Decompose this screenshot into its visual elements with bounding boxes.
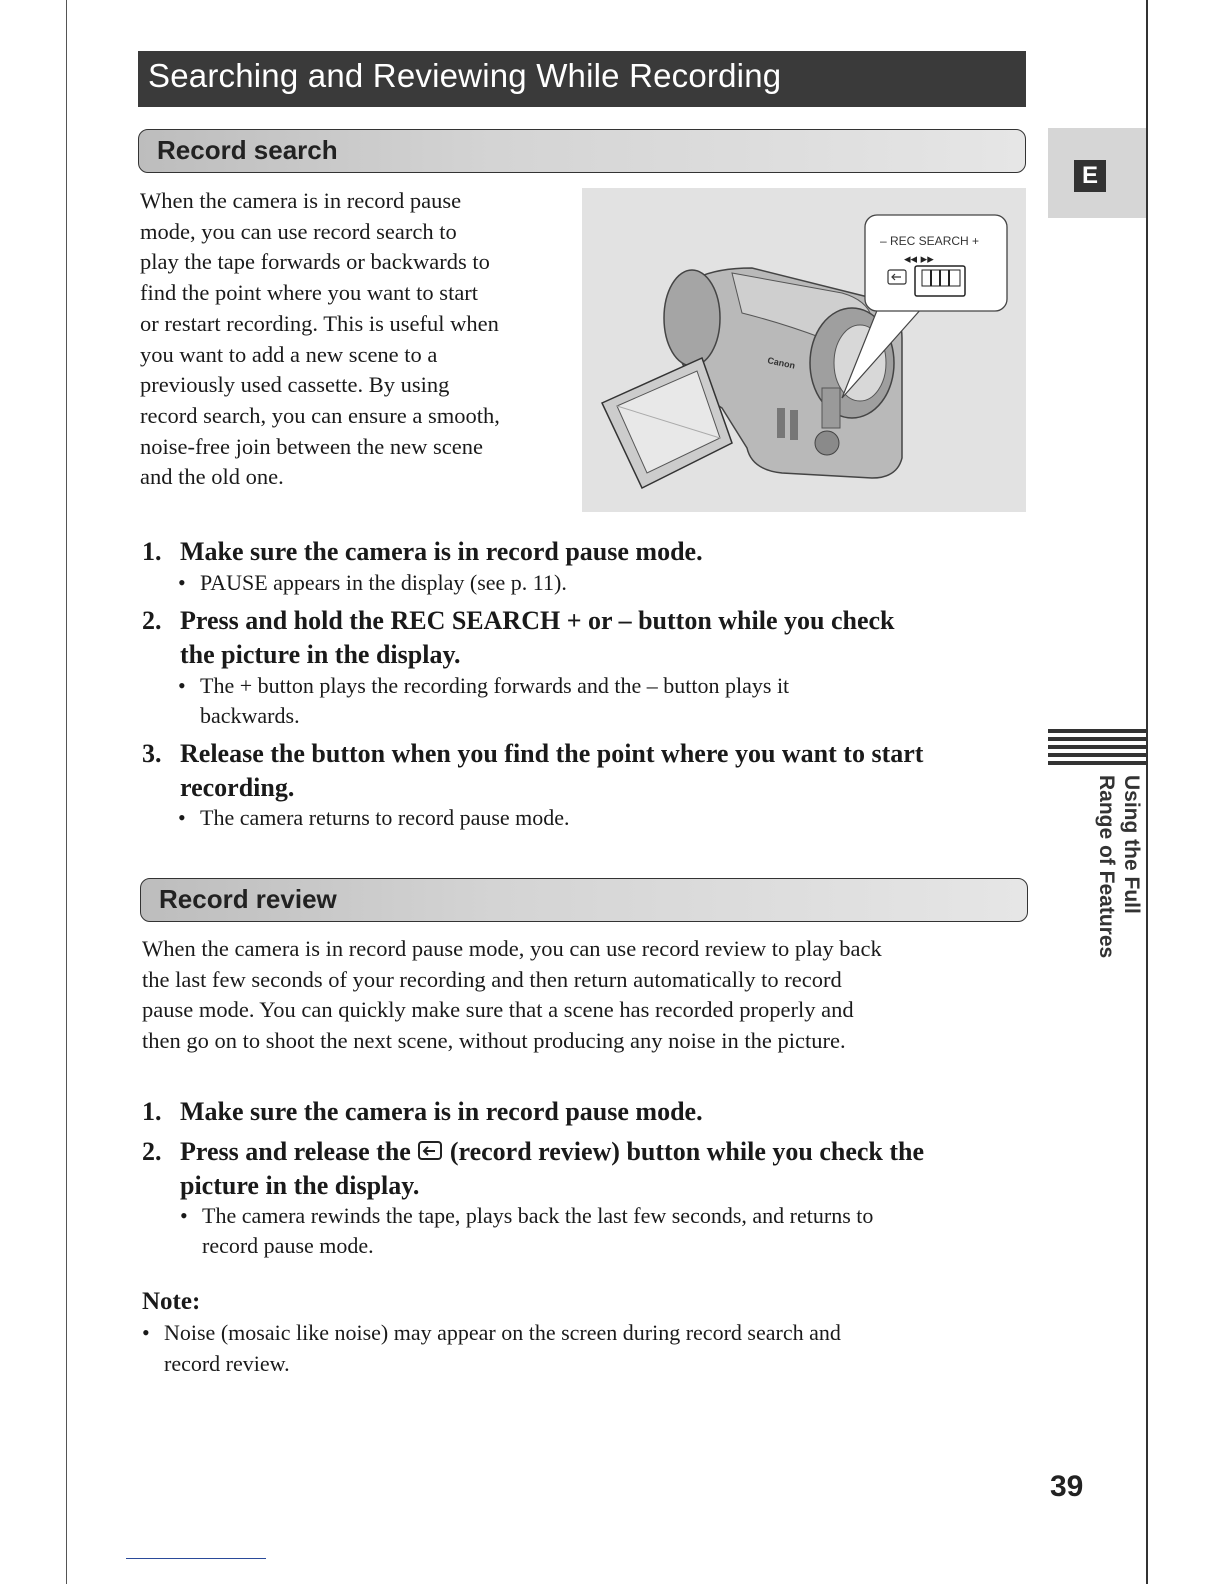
- search-step-3-bullet: [178, 803, 1008, 833]
- step-text: Press and hold the REC SEARCH + or – button while you check: [180, 606, 895, 635]
- intro-line: then go on to shoot the next scene, without producing any noise in the picture.: [142, 1028, 846, 1054]
- page-title-bar: [138, 51, 1026, 107]
- thumb-index-line: [1048, 745, 1146, 749]
- record-review-intro: [142, 934, 1032, 1057]
- side-label-line: Using the Full: [1120, 775, 1143, 914]
- bottom-rule: [126, 1558, 266, 1559]
- step-text-part: (record review) button while you check the: [449, 1137, 925, 1166]
- bullet-text: The camera returns to record pause mode.: [200, 805, 570, 830]
- intro-line: or restart recording. This is useful when: [140, 310, 499, 336]
- record-search-intro: [140, 186, 580, 493]
- section-tab-letter: E: [1074, 160, 1106, 192]
- bullet-text: The camera rewinds the tape, plays back the last few seconds, and returns to: [202, 1203, 874, 1228]
- intro-line: When the camera is in record pause: [140, 188, 462, 213]
- page-title: Searching and Reviewing While Recording: [148, 57, 782, 94]
- section-tab: [1048, 128, 1146, 218]
- page-edge-left: [66, 0, 67, 1584]
- step-text: [180, 1135, 924, 1171]
- thumb-index-line: [1048, 737, 1146, 741]
- step-text: the picture in the display.: [180, 640, 461, 669]
- camcorder-illustration: [582, 188, 1026, 512]
- search-step-2: [142, 604, 1012, 672]
- step-text-part: Press and release the: [180, 1137, 411, 1166]
- intro-line: mode, you can use record search to: [140, 218, 457, 244]
- step-text: Make sure the camera is in record pause mode.: [180, 537, 703, 566]
- intro-line: previously used cassette. By using: [140, 372, 450, 398]
- intro-line: noise-free join between the new scene: [140, 433, 483, 459]
- intro-line: play the tape forwards or backwards to: [140, 249, 490, 275]
- record-review-icon: [417, 1137, 443, 1171]
- bullet-text: record pause mode.: [202, 1232, 374, 1258]
- step-number: 2.: [142, 1137, 162, 1166]
- search-arrows: ◂◂ ▸▸: [904, 251, 934, 266]
- bullet-dot: •: [178, 570, 186, 595]
- step-number: 1.: [142, 537, 162, 566]
- side-label-line: Range of Features: [1095, 775, 1118, 959]
- bullet-dot: •: [142, 1320, 150, 1345]
- thumb-index-line: [1048, 761, 1146, 765]
- note-label: Note:: [142, 1288, 201, 1315]
- intro-line: and the old one.: [140, 464, 284, 490]
- step-text: picture in the display.: [180, 1171, 420, 1200]
- bullet-text: Noise (mosaic like noise) may appear on the screen during record search and: [164, 1320, 841, 1345]
- thumb-index-line: [1048, 729, 1146, 733]
- step-number: 2.: [142, 606, 162, 635]
- bullet-text: PAUSE appears in the display (see p. 11).: [200, 570, 567, 595]
- intro-line: you want to add a new scene to a: [140, 341, 438, 367]
- step-text: Release the button when you find the point where you want to start: [180, 739, 924, 768]
- search-step-1-bullet: [178, 568, 1008, 598]
- search-step-2-bullet: [178, 671, 1008, 731]
- record-review-heading-bar: [140, 878, 1028, 922]
- bullet-text: backwards.: [200, 702, 300, 728]
- search-step-1: [142, 535, 1012, 569]
- bullet-dot: •: [178, 673, 186, 698]
- intro-line: find the point where you want to start: [140, 280, 479, 306]
- bullet-dot: •: [178, 805, 186, 830]
- review-step-2-bullet: [180, 1201, 1030, 1261]
- bullet-dot: •: [180, 1203, 188, 1228]
- page-edge-right: [1146, 0, 1148, 1584]
- step-text: Make sure the camera is in record pause mode.: [180, 1097, 703, 1126]
- page-number: 39: [1050, 1470, 1084, 1503]
- intro-line: the last few seconds of your recording and then return automatically to record: [142, 966, 842, 992]
- record-review-heading: Record review: [159, 884, 337, 914]
- step-text: recording.: [180, 773, 295, 802]
- rec-search-label: – REC SEARCH +: [880, 234, 980, 248]
- camcorder-drawing: [582, 188, 1026, 512]
- record-search-heading-bar: [138, 129, 1026, 173]
- bullet-text: The + button plays the recording forwards and the – button plays it: [200, 673, 790, 698]
- intro-line: pause mode. You can quickly make sure that a scene has recorded properly and: [142, 997, 854, 1023]
- intro-line: record search, you can ensure a smooth,: [140, 402, 500, 428]
- step-number: 1.: [142, 1097, 162, 1126]
- side-section-label: [1048, 775, 1146, 975]
- bullet-text: record review.: [164, 1350, 290, 1376]
- note-bullet: [142, 1318, 1022, 1380]
- search-step-3: [142, 737, 1022, 805]
- camcorder-brand: Canon: [766, 355, 797, 371]
- review-step-2: [142, 1135, 1032, 1203]
- side-label-text: [1094, 775, 1144, 958]
- review-step-1: [142, 1095, 1012, 1129]
- step-number: 3.: [142, 739, 162, 768]
- record-search-heading: Record search: [157, 135, 338, 165]
- intro-line: When the camera is in record pause mode, you can use record review to play back: [142, 936, 882, 961]
- thumb-index-line: [1048, 753, 1146, 757]
